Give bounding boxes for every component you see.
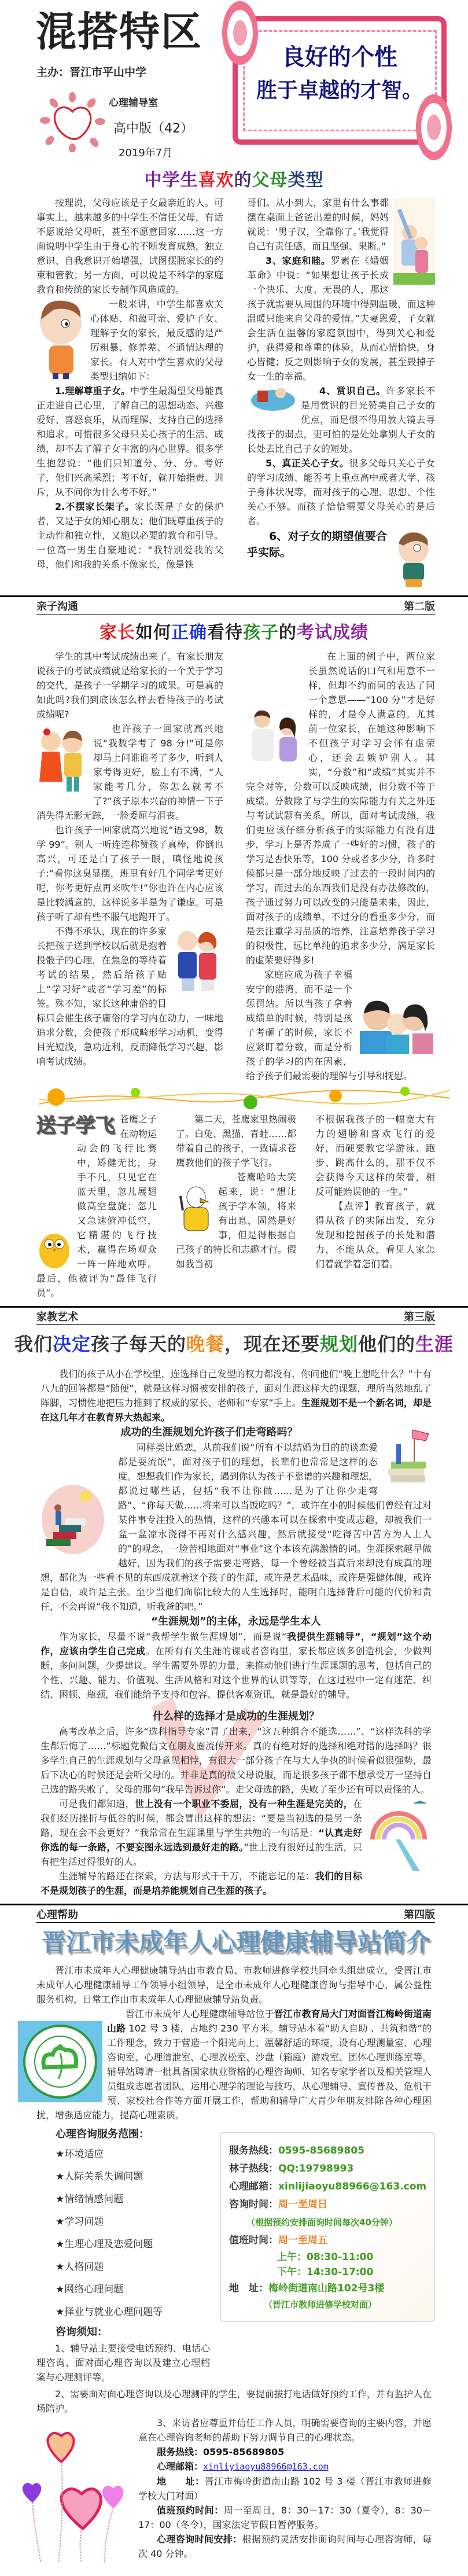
career-article (0, 1367, 468, 1898)
subheading: 什么样的选择才是成功的生涯规划？ (153, 1710, 319, 1723)
hearts-flowers-image (18, 2430, 128, 2563)
email-link[interactable]: xinliyiaoyu88966@163.com (203, 2461, 329, 2472)
text-run: 3、来访者应尊重并信任工作人员，明确需要咨询的主要内容，并愿意在心理咨询老师的帮助下努力调节自己的心理状态。 (138, 2417, 432, 2443)
text-run: 第二天，苍鹰家里热闹极了。白兔、黑猫、青蛙……都带着自己的孩子，一致请求苍鹰教他们的孩子学飞行。 (176, 1114, 297, 1168)
duty-time-label: 值班时间： (229, 2235, 278, 2246)
text-run: 晋江市未成年人心理健康辅导站由市教育局、市教师进修学校共同牵头组建成立，受晋江市未成年人心理健康辅导工作领导小组领导，是全市未成年人心理健康咨询与指导中心，属公益性服务机构，日常工作由市未成年人心理健康辅导站负责。 (36, 1965, 432, 2005)
notice-list (36, 2341, 210, 2384)
motto-line-1: 良好的个性 (282, 44, 397, 71)
subheading: “生涯规划”的主体，永远是学生本人 (151, 1615, 321, 1628)
pencil-books-image (382, 1427, 432, 1485)
paragraph (40, 1724, 432, 1797)
paragraph (246, 649, 435, 967)
text-run: 也许孩子一回家就高兴地说“我数学考了 98 分!”可是你却马上问谁谁考了多少，听到人家考得更好，脸上有不满，“人家能考几分，你怎么就考不了?”孩子原本兴奋的神情一下子消失得无影无踪，一脸委屈与沮丧。 (36, 723, 223, 821)
paragraph (36, 196, 223, 297)
email-label: 心理邮箱： (157, 2461, 204, 2472)
contact-card (220, 2132, 435, 2322)
address-value: 梅岭街道南山路102号3楼 (268, 2283, 385, 2294)
family-kiss-image (357, 996, 435, 1054)
title-segment: 晚餐 (186, 1333, 224, 1355)
text-run: 【点评】教育孩子，就得从孩子的实际出发，充分发现和挖掘孩子的长处和潜力，不能从众，看见人家怎们着就学着怎们着。 (315, 1201, 435, 1269)
article-left-column (36, 649, 223, 1083)
qq-label: 林子热线： (229, 2163, 278, 2174)
climbing-books-image (40, 1484, 105, 1556)
arrangement-label: 心理咨询时间安排： (157, 2534, 242, 2545)
motto-line-2: 胜于卓越的才智。 (256, 79, 423, 102)
article-left-column (36, 196, 223, 590)
bold-text: 生涯规划不是一个新名词，却是在这几年才在教育界大热起来。 (40, 1397, 432, 1423)
title-segment: 他们的 (358, 1333, 416, 1355)
address-note: （晋江市教师进修学校对面） (264, 2299, 377, 2310)
title-segment: 如何 (135, 623, 171, 643)
notice-item (36, 2387, 432, 2416)
motto-banner (221, 0, 455, 163)
text-run: ”世上没有很好过的生活，只有把生活过得很好的人。 (40, 1842, 362, 1867)
text-run: 家长既是子女的保护者，又是子女的知心朋友；他们既尊重孩子的主动性和独立性，又施以必要的教育和引导。一位高一男生自豪地说：“我特别爱我的父母，他们和我的关系不像家长，像是铁 (36, 501, 223, 570)
page-number: 第四版 (404, 1909, 435, 1921)
bold-text: 3、家庭和睦。 (266, 255, 331, 266)
fable-column-2 (176, 1112, 296, 1300)
paragraph (176, 1170, 296, 1271)
notice-title: 咨询须知： (56, 2326, 108, 2338)
service-item: ★人格问题 (56, 2261, 104, 2273)
article-right-column (246, 649, 435, 1083)
station-intro (0, 1963, 468, 2122)
text-run: 很多父母只关心子女的学习成绩、能否考上重点高中或者大学、孩子身体状况等，而对孩子的心理、思想、个性关心不够。而孩子恰恰需要父母关心的是后者。 (247, 458, 435, 527)
address-value: 晋江市梅岭街道南山路 102 号 3 楼（晋江市教师进修学校大门对面） (138, 2476, 432, 2501)
arrangement-value: 根据预约灵活安排面询时间与心理咨询师，每次 40 分钟。 (138, 2534, 432, 2559)
title-segment: 的 (279, 623, 297, 643)
hotline-label: 服务热线： (229, 2145, 278, 2157)
bold-text: “认真走好你选的每一条路，不要妄图永远选到最好走的路。 (40, 1827, 362, 1853)
text-run: 生涯辅导的路还在探索，方法与形式千千万，不能忘记的是： (59, 1871, 315, 1882)
title-segment: 父母 (252, 170, 288, 190)
notice-continued (0, 2387, 468, 2576)
article-title (0, 169, 468, 192)
station-logo (18, 2021, 102, 2102)
consult-time-note: （根据预约安排面询时间每次40分钟） (246, 2217, 397, 2228)
office-name: 心理辅导室 (109, 97, 158, 109)
title-segment: 孩子 (243, 623, 279, 643)
happy-couple-image (393, 198, 435, 285)
paragraph (315, 1112, 435, 1199)
page-divider (0, 595, 468, 597)
text-run: 晋江市未成年人心理健康辅导站位于 (126, 2008, 274, 2019)
bold-text: 世上没有一个职业不委屈，没有一种生涯是完美的， (135, 1798, 353, 1809)
title-segment: 考试成绩 (297, 623, 368, 643)
duty-time-value: 周一至周五 (278, 2235, 327, 2246)
text-run: 。在所有有关生涯的课或者咨询里，家长都应该多创造机会，少做判断，多问问题，少提建议。学生需要外界的力量，来推动他们进行生涯课题的思考，包括自己的个性、兴趣、能力、价值观、生活风格和对这个世界的认识等等，在这过程中一定有迷茫、纠结、困顿、瓶颈，我们能给予支持和包容、提供客观资讯，就是最好的辅导。 (40, 1646, 432, 1700)
title-segment: 生涯 (415, 1333, 454, 1355)
hotline-value: 0595-85689805 (278, 2145, 364, 2157)
paragraph (36, 499, 223, 572)
title-segment: 我们 (14, 1333, 53, 1355)
text-run: 可是我们都知道， (59, 1798, 135, 1809)
bold-text: 1.理解尊重子女。 (55, 385, 131, 396)
email-value[interactable]: xinlijiaoyu88966@163.com (278, 2181, 427, 2192)
text-run: 苍鹰之子在动物运动会的飞行比赛中，矫健无比，身手不凡。只见它在蓝天里，忽儿展翅做高空盘旋；忽儿又急速俯冲低空，它精湛的飞行技术，赢得在场观众一阵一阵地欢呼。最后，他被评为“最佳飞行员”。 (36, 1114, 157, 1298)
page-divider (0, 1904, 468, 1905)
parents-3d-image (246, 707, 304, 765)
station-title: 晋江市未成年人心理健康辅导站简介 (41, 1928, 430, 1956)
page-number: 第三版 (404, 1311, 435, 1323)
notice-item (36, 2341, 210, 2384)
paragraph (36, 649, 223, 722)
services-title: 心理咨询服务范围： (56, 2128, 149, 2140)
cartoon-couple-image (171, 926, 223, 996)
wave-divider-decoration (39, 1087, 450, 1110)
service-item: ★情绪情感问题 (56, 2194, 124, 2205)
paragraph (36, 823, 223, 924)
girl-with-gift-image (247, 386, 296, 412)
two-kids-image (36, 724, 89, 796)
text-run: 按理说，父母应该是子女最亲近的人。可事实上，越来越多的中学生不信任父母，有话不愿说给父母听，甚至不愿意回家……这一方面说明中学生由于身心的不断发育成熟，独立意识、自我意识开始增强，试图摆脱家长的约束和管教；另一方面，可以说是不科学的家庭教育和传统的家长专制作风造成的。 (36, 197, 223, 295)
paragraph (36, 1963, 432, 2007)
text-run: 在我们经历挫折与低谷的时候，都会冒出这样的想法：“要是当初选的是另一条路，现在会不会更好？”我常常在生涯课里与学生共勉的一句话是： (40, 1798, 362, 1838)
paragraph (36, 2007, 432, 2122)
text-run: 不得不承认，现在的许多家长把孩子送到学校以后就是抱着投骰子的心理，在焦急的等待着考试的结果，然后给孩子贴上“学习好”或者“学习差”的标签。殊不知，家长这种庸俗的目标只会催生孩子庸俗的学习内在动力，一味地追求分数，会使孩子形成畸形学习动机，变得目光短浅，急功近利，反而降低学习兴趣，影响考试成绩。 (36, 926, 223, 1067)
text-run: 中学生最渴望父母能真正走进自己心里，了解自己的思想动态、兴趣爱好、喜怒哀乐，从而理解、支持自己的选择和追求。可惜很多父母只关心孩子的生活、成绩，却不去了解子女丰富的内心世界。很多学生抱怨说：“他们只知道分、分、分。考好了，他们兴高采烈；考不好，就开始指责、训斥，从不问你为什么考不好。” (36, 385, 223, 498)
hotline-value: 0595-85689805 (203, 2446, 285, 2457)
consult-time-label: 咨询时间： (229, 2199, 278, 2210)
paragraph (40, 1440, 432, 1614)
cartoon-mother-image (36, 299, 86, 380)
article-title (0, 1332, 468, 1356)
service-item: ★环境适应 (56, 2148, 104, 2160)
address-label: 地 址： (157, 2476, 205, 2487)
paragraph (36, 924, 223, 1069)
consult-time-value: 周一至周日 (278, 2199, 327, 2210)
title-segment: 中学生 (144, 170, 198, 190)
section-header (36, 601, 435, 614)
bold-text: 4、赏识自己。 (319, 385, 386, 396)
title-segment: 的 (234, 170, 252, 190)
section-header (36, 1311, 435, 1325)
text-run: 102 号 3 楼，占地约 230 平方米。辅导站本着“助人自助 、共筑和谐”的工作理念，致力于营造一个阳光向上、温馨舒适的环境，设有心理测量室、心理咨询室、心理渲泄室、心理放松室、沙盘（箱庭）游戏室、团体心理训练室等。辅导站聘请一批具备国家执业资格的心理咨询师、知名专家学者以及相关管理人员组成志愿者团队，运用心理学的理论与技巧，从心理辅导、宣传普及、危机干预、家校社合作等方面开展工作，帮助和辅导广大青少年朋友排除各种心理困扰，增强适应能力，提高心理素质。 (36, 2023, 432, 2121)
text-run: 同样类比婚恋，从前我们说“所有不以结婚为目的的谈恋爱都是耍流氓”，面对孩子们的理想，长辈们也常常是这样的态度。想想我们作为家长，遇到你认为孩子不靠谱的兴趣和理想，都说过哪些话，包括“我不让你做……是为了让你少走弯路”、“你每天做……将来可以当饭吃吗？”，或许在小的时候他们曾经有过对某件事专注投入的热情，这样的兴趣本可以在探索中变成志趣，却被我们一盆一盆凉水浇得不再对什么感兴趣，然后就接受“吃得苦中苦方为人上人的”的观念，一脸苦相地面对“事业”这个本该充满激情的词。生涯探索越早做越好，因为我们的孩子需要走弯路，每一个曾经被当真后来却没有成真的理想，都化为一些看不见的东西成就着这个孩子的生涯，或许是艺术品味，或许是强健体魄，或许是自信，或许是主张。至少当他们面临比较大的人生选择时，能明白选择背后可能的代价和责任，不会再说“我不知道，听我爸的吧。” (40, 1442, 432, 1612)
page-3 (0, 1332, 468, 1923)
page-2 (0, 621, 468, 1325)
title-segment: 规划 (320, 1333, 359, 1355)
bold-text: 6、对子女的期望值要合乎实际。 (247, 530, 387, 559)
text-run: 高考改革之后，许多“选科指导专家”冒了出来，“这五种组合不能选……”、“这样选科的学生都后悔了……”标题党微信文在朋友圈流传开来。真的有绝对好的选择和绝对错的选择吗？很多学生自己的生涯规划与父母意见相悖，有很大一部分孩子在与大人争执的时候看似很强势，最后下决心的时候还是会听父母的。并非是真的被父母说服，而是很多孩子都不想承受万一坚持自己选的路失败了，父母的那句“我早告诉过你”。走父母选的路，失败了至少还有可以责怪的人。 (40, 1726, 432, 1795)
title-segment: 正确 (171, 623, 207, 643)
paragraph (40, 1367, 432, 1425)
text-run: 罗素在《婚姻革命》中说：“如果想让孩子长成一个快乐、大度、无畏的人，那这孩子就需要从周围的环境中得到温暖，而这种温暖只能来自父母的爱情。”夫妻恩爱，子女就会生活在温馨的家庭氛围中，得到关心和爱护，获得爱和尊重的体验，从而心情愉快，身心皆健；反之则影响子女的发展，甚至毁掉子女一生的幸福。 (247, 255, 435, 382)
section-name: 亲子沟通 (36, 601, 78, 613)
duty-label: 值班预约时间： (157, 2505, 224, 2516)
eagle-teacher-image (176, 1184, 213, 1237)
title-segment: 决定 (52, 1333, 91, 1355)
address-label: 地 址： (229, 2283, 268, 2294)
title-segment: 看待 (207, 623, 243, 643)
afternoon-hours: 下午：14:30-17:00 (277, 2266, 374, 2278)
paragraph (40, 1869, 432, 1898)
text-run: 家庭应成为孩子幸福安宁的港湾，而不是一个惩罚站。所以当孩子拿着成绩单的时候，特别是孩子考砸了的时候，家长不应紧盯着分数，而是分析孩子的学习的内在因素，给予孩子们最需要的理解与引导和抚慰。 (246, 969, 413, 1081)
service-item: ★择业与就业心理问题等 (56, 2306, 163, 2318)
paragraph (36, 1112, 157, 1300)
qq-value: QQ:19798993 (278, 2163, 354, 2174)
notice-item (36, 2416, 432, 2445)
cartoon-boy-image (392, 531, 435, 588)
page-4 (0, 1926, 468, 2576)
bold-text: 5、真正关心子女。 (266, 458, 349, 469)
text-run: 2、需要面对面心理咨询以及心理测评的学生，要提前拔打电话做好预约工作，并有监护人在场陪护。 (36, 2389, 432, 2414)
paragraph (247, 384, 435, 456)
text-run: 也许孩子一回家就高兴地说“语文98，数学 99”。别人一听连连称赞孩子真棒，你倒也高兴，可还是白了孩子一眼，嗔怪地说孩子:“看你这臭显摆，班里有好几个同学考更好呢，你考更好点再来吹牛!”你也许在内心应该是比较满意的，这样说多半是为了谦虚。可是孩子听了却有些不服气地跑开了。 (36, 825, 223, 922)
page-number: 第二版 (404, 601, 435, 613)
text-run: 不根据我孩子的一幅宽大有力的翅膀和喜欢飞行的爱好，而硬要教它学游泳、跑步、跳高什么的，那不仅不会获得今天这样的荣誉，相反可能贻误他的一生。” (315, 1114, 435, 1197)
text-run: 作为家长，尽量不说“我帮学生做生涯规划”，而是说“ (59, 1631, 287, 1642)
service-item: ★学习问题 (56, 2216, 104, 2228)
bold-text: 我们的目标不是规划孩子的生涯，而是培养能规划自己生涯的孩子。 (40, 1871, 362, 1896)
edition: 高中版（42） (113, 122, 193, 136)
bold-text: 晋江市教育局大门对面晋江梅岭街道南山路 (107, 2008, 432, 2034)
masthead (0, 0, 468, 169)
hotline-label: 服务热线： (157, 2446, 204, 2457)
text-run: 许多家长不是用赏识的目光赞美自己子女的优点，而是恨不得用放大镜去寻找孩子的弱点，更可怕的是处处拿别人子女的长处去比自己子女的短处。 (247, 385, 435, 454)
text-run: 苍鹰哈哈大笑起来，说：“想让孩子学本领，将来有出息，固然是好事，但是得根据自己孩子的特长和志趣才行。假如我当初 (176, 1172, 297, 1269)
title-segment: ，现在还要 (224, 1333, 320, 1355)
duty-value: 周一至周日，8：30－17：30（夏令），8：30－17：00（冬令），国家法定节假日暂停服务。 (138, 2505, 432, 2530)
section-header (36, 1909, 435, 1923)
text-run: 我们的孩子从小在学校里，连选择自己发型的权力都没有，你问他们“晚上想吃什么？”十有八九的回答都是“随便”，就是这样习惯被安排的孩子，面对生涯这样大的课题，理所当然地乱了阵脚，习惯性地把压力推到了权威的家长、老师和“专家”手上。 (40, 1368, 432, 1408)
page-divider (0, 1306, 468, 1308)
section-name: 家教艺术 (36, 1311, 78, 1323)
title-segment: 喜欢 (198, 170, 234, 190)
service-item: ★人际关系失调问题 (56, 2171, 143, 2183)
issue-date: 2019年7月 (119, 147, 173, 159)
article-right-column (247, 196, 435, 590)
fable-title: 送子学飞 (36, 1114, 115, 1138)
paragraph (247, 528, 435, 561)
title-segment: 孩子每天的 (90, 1333, 186, 1355)
service-item: ★网络心理问题 (56, 2284, 124, 2295)
article-title (0, 621, 468, 645)
page-1 (0, 0, 468, 614)
text-run: 一般来讲，中学生都喜欢关心体贴、和蔼可亲、爱护子女、理解子女的家长，最反感的是严厉粗暴、修养差、不通情达理的家长。有人对中学生喜欢的父母类型归纳如下： (90, 299, 223, 382)
paragraph (246, 967, 435, 1083)
text-run: 1、辅导站主要接受电话预约、电话心理咨询、面对面心理咨询以及建立心理档案与心理测评等。 (36, 2343, 210, 2383)
text-run: 学生的其中考试成绩出来了。有家长朋友说孩子的考试成绩就是给家长的一个关于学习的交代，是孩子一学期学习的成果。可是真的如此吗?我们到底该怎么样去看待孩子的考试成绩呢? (36, 651, 223, 720)
bold-text: 我提供生涯辅导”，“规划”这个动作，应该由学生自己完成 (40, 1631, 432, 1657)
morning-hours: 上午：08:30-11:00 (277, 2251, 374, 2263)
rainbow-stairs-image (367, 1799, 432, 1871)
text-run: 在上面的例子中，两位家长虽然说话的口气和用意不一样，但却不约而同的表达了同一个意思——“100 分”才是好样的，才是令人满意的。尤其前一位家长，在她这种影响下不但孩子对学习会怀有虚荣心，还会去嫉妒别人。其实，“分数”和“成绩”其实并不完全对等，分数可以反映成绩，但分数不等于成绩。分数除了与学生的实际能力有关之外还与考试试题有关系，所以，面对考试成绩，我们更应该仔细分析孩子的实际能力有没有进步，学习上是否养成了一些好的习惯，孩子的学习是否快乐等，100 分或者多少分，许多时候都只是一部分地反映了过去的一段时间内的学习，而过去的东西我们是没有办法修改的，孩子通过努力可以改变的只能是未来，因此，面对孩子的成绩单，不过分的看重多少分，而是去注重学习品质的培养，注意培养孩子学习的积极性，远比单纯的追求多少分，满足家长的虚荣要好得多! (246, 651, 435, 966)
paragraph (247, 456, 435, 528)
email-label: 心理邮箱： (229, 2181, 278, 2192)
fable-column-3 (315, 1112, 435, 1300)
heart-sun-logo (39, 91, 106, 152)
subheading: 成功的生涯规划允许孩子们走弯路吗？ (120, 1426, 298, 1438)
paragraph (40, 1629, 432, 1702)
paragraph (36, 722, 223, 823)
fable-column-1 (36, 1112, 157, 1300)
sponsor: 主办：晋江市平山中学 (36, 66, 147, 79)
title-segment: 家长 (100, 623, 135, 643)
owl-chick-image (36, 1227, 72, 1270)
service-list (36, 2143, 210, 2324)
title-segment: 类型 (288, 170, 324, 190)
paragraph (36, 384, 223, 499)
paragraph (315, 1199, 435, 1271)
masthead-title: 混搭特区 (36, 8, 202, 56)
service-item: ★生理心理及恋爱问题 (56, 2239, 153, 2250)
section-name: 心理帮助 (36, 1909, 78, 1921)
paragraph (176, 1112, 296, 1170)
text-run: 哥们。从小到大，家里有什么事都摆在桌面上爸爸出差的时候，妈妈就说：‘男子汉，全靠你了。’我觉得自己有责任感，而且坚强、果断。” (247, 197, 389, 252)
bold-text: 2.不摆家长架子。 (55, 501, 135, 512)
services-column (36, 2126, 210, 2384)
